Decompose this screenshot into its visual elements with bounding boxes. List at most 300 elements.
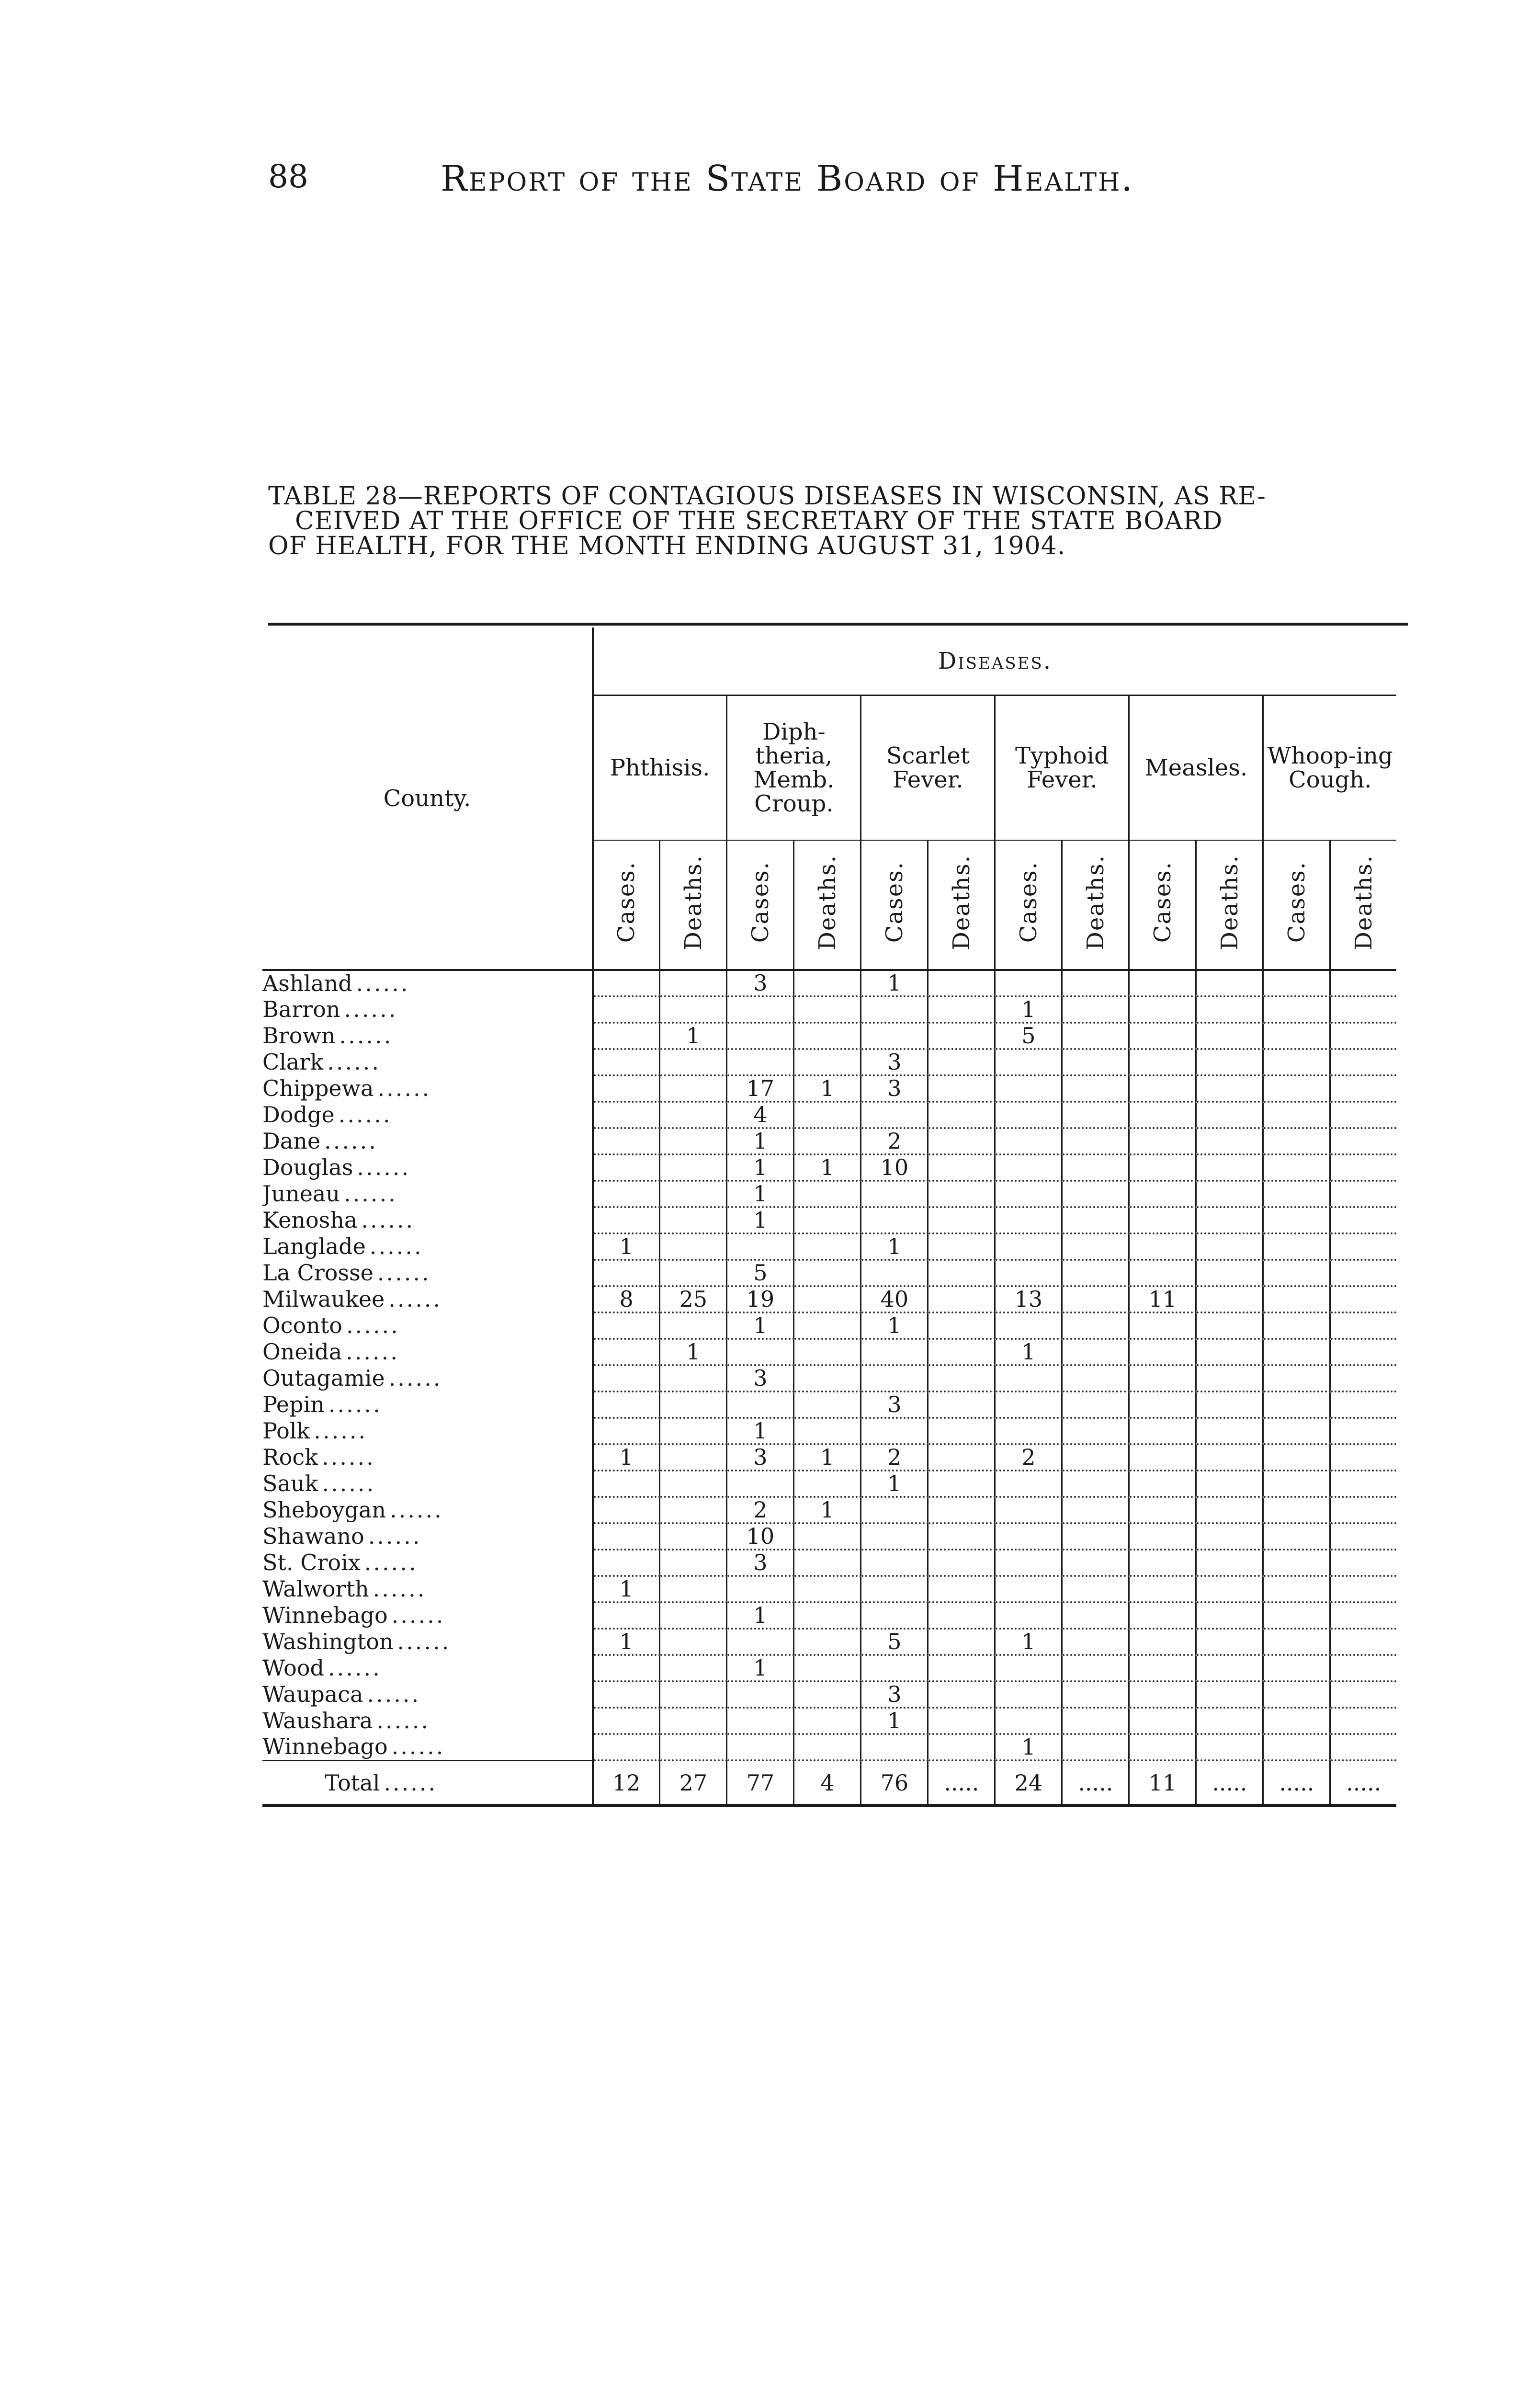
dot-leader: ...... [388,1286,442,1312]
county-cell [262,1681,593,1708]
value-cell [928,1207,995,1233]
value-cell [1129,1708,1196,1734]
value-cell [995,1075,1062,1102]
value-cell [727,1681,794,1708]
table-row [262,1576,1396,1602]
value-cell [995,1207,1062,1233]
value-cell [995,1602,1062,1629]
caption-line-1: TABLE 28—REPORTS OF CONTAGIOUS DISEASES IN WISCONSIN, AS RE- [268,482,1266,511]
value-cell [861,1497,928,1523]
value-cell [1062,1391,1129,1418]
value-cell [1263,1339,1330,1365]
county-column-header: County. [262,627,593,970]
value-cell [928,1128,995,1154]
dot-leader: ...... [357,1154,411,1180]
value-cell [1129,1260,1196,1286]
value-cell [1196,1576,1263,1602]
value-cell [1062,996,1129,1023]
county-cell [262,1260,593,1286]
value-cell [995,1681,1062,1708]
value-cell [794,1260,861,1286]
county-cell [262,1497,593,1523]
value-cell [928,1523,995,1550]
value-cell [1129,1681,1196,1708]
page-number: 88 [268,158,308,195]
value-cell [1263,1233,1330,1260]
value-cell [794,1602,861,1629]
value-cell [1129,970,1196,996]
dot-leader: ...... [322,1471,376,1496]
dot-leader: ...... [388,1365,442,1391]
value-cell [660,1550,727,1576]
value-cell [1263,1181,1330,1207]
value-cell [995,1655,1062,1681]
value-cell [794,1708,861,1734]
value-cell [995,1550,1062,1576]
value-cell [1062,1233,1129,1260]
county-cell [262,1444,593,1471]
county-cell [262,1075,593,1102]
value-cell [1196,1497,1263,1523]
value-cell [861,1734,928,1760]
value-cell [1330,1260,1396,1286]
value-cell [1062,1629,1129,1655]
value-cell [1129,1102,1196,1128]
county-cell [262,1128,593,1154]
value-cell [1062,1075,1129,1102]
sub-header-cases [861,840,928,970]
value-cell [794,1233,861,1260]
value-cell [593,1181,660,1207]
value-cell [1263,1497,1330,1523]
value-cell [1129,1418,1196,1444]
value-cell [861,1576,928,1602]
total-label-cell [262,1760,593,1805]
value-cell [794,970,861,996]
value-cell [660,1655,727,1681]
county-cell [262,1233,593,1260]
total-value-cell: 77 [727,1760,794,1805]
value-cell [1196,1550,1263,1576]
value-cell [1062,1418,1129,1444]
value-cell [861,1260,928,1286]
county-name: Brown [262,1023,340,1049]
value-cell [861,1523,928,1550]
value-cell [794,1339,861,1365]
value-cell [928,1312,995,1339]
value-cell [660,1497,727,1523]
value-cell: 11 [1129,1286,1196,1312]
value-cell [928,1049,995,1075]
value-cell [928,1681,995,1708]
value-cell [1330,1681,1396,1708]
value-cell [593,1708,660,1734]
county-name: Dane [262,1128,324,1154]
table-row [262,1629,1396,1655]
sub-header-cases-label: Cases. [881,861,908,943]
value-cell [1330,1708,1396,1734]
table-row [262,1049,1396,1075]
value-cell [1263,1365,1330,1391]
table-row [262,1365,1396,1391]
value-cell [1196,1075,1263,1102]
value-cell: 1 [727,1655,794,1681]
dot-leader: ...... [339,1023,393,1049]
sub-header-deaths-label: Deaths. [1082,854,1109,950]
value-cell [660,1708,727,1734]
total-value-cell: 76 [861,1760,928,1805]
sub-header-deaths [1062,840,1129,970]
value-cell [861,996,928,1023]
value-cell [794,1102,861,1128]
county-name: Pepin [262,1391,328,1417]
value-cell [1330,1233,1396,1260]
value-cell [1129,1391,1196,1418]
county-name: Kenosha [262,1207,361,1233]
value-cell [660,1391,727,1418]
dot-leader: ...... [377,1260,431,1286]
value-cell [1330,1576,1396,1602]
table-top-rule [268,623,1408,626]
value-cell [593,1260,660,1286]
table-row [262,1207,1396,1233]
value-cell [1330,1471,1396,1497]
value-cell [1263,1602,1330,1629]
value-cell [1330,1102,1396,1128]
value-cell [928,1023,995,1049]
value-cell [727,1023,794,1049]
value-cell [794,1418,861,1444]
disease-header-typhoid-fever: Typhoid Fever. [995,696,1129,841]
value-cell: 5 [995,1023,1062,1049]
value-cell [1129,1471,1196,1497]
county-cell [262,1471,593,1497]
county-cell [262,1181,593,1207]
value-cell: 2 [861,1444,928,1471]
value-cell [928,996,995,1023]
county-name: Sauk [262,1471,322,1496]
dot-leader: ...... [328,1391,382,1417]
value-cell [928,1260,995,1286]
value-cell: 1 [995,1629,1062,1655]
value-cell [1196,996,1263,1023]
value-cell [995,1497,1062,1523]
table-row [262,1286,1396,1312]
value-cell [995,1391,1062,1418]
value-cell [660,1049,727,1075]
diseases-group-header: Diseases. [593,627,1396,696]
value-cell [794,1523,861,1550]
value-cell [794,1049,861,1075]
value-cell [1196,1391,1263,1418]
value-cell [727,1233,794,1260]
table-row [262,1312,1396,1339]
sub-header-deaths-label: Deaths. [1216,854,1243,950]
table-row [262,1181,1396,1207]
value-cell [727,1471,794,1497]
value-cell [660,1576,727,1602]
value-cell [660,1102,727,1128]
value-cell [794,996,861,1023]
value-cell [593,996,660,1023]
value-cell [1129,1023,1196,1049]
value-cell [727,1049,794,1075]
value-cell [794,1550,861,1576]
county-cell [262,1365,593,1391]
value-cell: 25 [660,1286,727,1312]
value-cell [660,1365,727,1391]
value-cell [1263,1550,1330,1576]
value-cell [928,1075,995,1102]
sub-header-cases [1129,840,1196,970]
county-name: Outagamie [262,1365,389,1391]
dot-leader: ...... [390,1497,443,1523]
value-cell [1196,1102,1263,1128]
value-cell [995,1128,1062,1154]
sub-header-cases [727,840,794,970]
dot-leader: ...... [397,1629,451,1654]
value-cell [593,1023,660,1049]
county-name: Sheboygan [262,1497,390,1523]
value-cell [995,1312,1062,1339]
value-cell: 3 [861,1681,928,1708]
value-cell [1062,1523,1129,1550]
value-cell [1263,1629,1330,1655]
value-cell [593,1418,660,1444]
county-cell [262,1576,593,1602]
value-cell [660,1128,727,1154]
value-cell: 5 [861,1629,928,1655]
value-cell: 5 [727,1260,794,1286]
value-cell [1330,1023,1396,1049]
value-cell [1196,1602,1263,1629]
value-cell [1330,1655,1396,1681]
value-cell: 2 [995,1444,1062,1471]
value-cell [794,1181,861,1207]
value-cell [660,1181,727,1207]
county-cell [262,1391,593,1418]
value-cell [794,1023,861,1049]
dot-leader: ...... [391,1602,445,1628]
value-cell [1196,1708,1263,1734]
value-cell [1129,1154,1196,1181]
county-cell [262,1523,593,1550]
value-cell [1062,1102,1129,1128]
county-cell [262,970,593,996]
county-cell [262,1023,593,1049]
value-cell [593,1497,660,1523]
county-name: Waupaca [262,1681,367,1707]
sub-header-deaths [660,840,727,970]
value-cell [928,1734,995,1760]
table-row [262,1444,1396,1471]
value-cell [1129,1312,1196,1339]
table-row [262,1734,1396,1760]
table-row [262,1128,1396,1154]
county-cell [262,1602,593,1629]
table-row [262,1681,1396,1708]
value-cell [928,1154,995,1181]
value-cell [1330,1049,1396,1075]
county-name: La Crosse [262,1260,377,1286]
value-cell [995,1102,1062,1128]
value-cell [1062,1128,1129,1154]
value-cell [1330,1312,1396,1339]
county-name: Walworth [262,1576,373,1602]
value-cell [727,1734,794,1760]
value-cell [1330,1128,1396,1154]
value-cell [1263,996,1330,1023]
dot-leader: ...... [377,1075,431,1101]
value-cell [794,1365,861,1391]
value-cell [593,1602,660,1629]
value-cell [928,1286,995,1312]
value-cell [794,1312,861,1339]
dot-leader: ...... [367,1681,421,1707]
value-cell [861,1418,928,1444]
table-row [262,1602,1396,1629]
value-cell [727,1339,794,1365]
value-cell [928,1444,995,1471]
value-cell [593,1102,660,1128]
county-name: Winnebago [262,1734,392,1759]
value-cell [660,1233,727,1260]
value-cell [794,1207,861,1233]
value-cell: 1 [727,1181,794,1207]
value-cell [995,1418,1062,1444]
value-cell [660,1523,727,1550]
dot-leader: ...... [346,1312,400,1338]
value-cell [1263,1444,1330,1471]
value-cell [928,1418,995,1444]
dot-leader: ...... [343,1181,397,1207]
value-cell [593,1734,660,1760]
total-value-cell: ..... [1062,1760,1129,1805]
value-cell [660,1629,727,1655]
value-cell [861,1602,928,1629]
value-cell [1330,1391,1396,1418]
county-cell [262,1655,593,1681]
value-cell [1062,1655,1129,1681]
value-cell [794,1576,861,1602]
county-cell [262,996,593,1023]
value-cell [1263,1391,1330,1418]
value-cell [1129,1523,1196,1550]
value-cell [1196,1207,1263,1233]
value-cell [660,1602,727,1629]
sub-header-deaths-label: Deaths. [814,854,841,950]
disease-header-diphtheria: Diph-theria, Memb. Croup. [727,696,861,841]
value-cell [1196,1339,1263,1365]
value-cell [861,1365,928,1391]
value-cell: 3 [861,1075,928,1102]
county-cell [262,1049,593,1075]
value-cell [1062,1023,1129,1049]
sub-header-deaths-label: Deaths. [948,854,975,950]
value-cell: 1 [593,1576,660,1602]
value-cell [1062,1708,1129,1734]
value-cell [1129,1655,1196,1681]
sub-header-cases [593,840,660,970]
dot-leader: ...... [373,1576,427,1602]
county-name: Barron [262,996,344,1022]
value-cell [593,1128,660,1154]
county-cell [262,1418,593,1444]
value-cell [1196,1471,1263,1497]
county-name: Juneau [262,1181,344,1207]
value-cell [1330,996,1396,1023]
value-cell [593,1365,660,1391]
value-cell [928,1629,995,1655]
table-row [262,996,1396,1023]
value-cell [1196,1523,1263,1550]
value-cell [1129,1734,1196,1760]
value-cell [593,1681,660,1708]
sub-header-cases-label: Cases. [1015,861,1042,943]
value-cell [1062,1576,1129,1602]
value-cell [1196,1655,1263,1681]
table-row [262,1154,1396,1181]
value-cell: 1 [794,1444,861,1471]
value-cell [1062,1207,1129,1233]
sub-header-deaths-label: Deaths. [679,854,707,950]
value-cell [1129,1339,1196,1365]
county-cell [262,1629,593,1655]
value-cell [928,1391,995,1418]
table-bottom-rule [262,1804,1396,1807]
table-row [262,1391,1396,1418]
value-cell [1196,1734,1263,1760]
dot-leader: ...... [344,996,398,1022]
value-cell [995,1365,1062,1391]
total-row [262,1760,1396,1805]
value-cell: 4 [727,1102,794,1128]
total-value-cell: ..... [1263,1760,1330,1805]
value-cell [1263,1286,1330,1312]
county-name: Waushara [262,1708,376,1734]
value-cell [995,1576,1062,1602]
value-cell [727,996,794,1023]
value-cell [1263,1154,1330,1181]
value-cell: 1 [995,1339,1062,1365]
value-cell [1196,1681,1263,1708]
value-cell [660,1681,727,1708]
value-cell [1129,1497,1196,1523]
value-cell [593,1339,660,1365]
value-cell: 1 [861,1312,928,1339]
value-cell [1062,1286,1129,1312]
value-cell: 19 [727,1286,794,1312]
value-cell [1062,1444,1129,1471]
table-row [262,1260,1396,1286]
value-cell [794,1128,861,1154]
value-cell [995,1049,1062,1075]
value-cell [995,1260,1062,1286]
dot-leader: ...... [321,1444,375,1470]
sub-header-cases [995,840,1062,970]
value-cell [727,1629,794,1655]
value-cell: 1 [727,1418,794,1444]
table-row [262,1075,1396,1102]
value-cell [1196,1260,1263,1286]
value-cell [1196,1418,1263,1444]
value-cell: 1 [593,1444,660,1471]
county-name: Shawano [262,1523,368,1549]
disease-header-whooping-cough: Whoop-ing Cough. [1263,696,1396,841]
value-cell: 1 [861,1471,928,1497]
value-cell [1196,1154,1263,1181]
value-cell [1196,1181,1263,1207]
